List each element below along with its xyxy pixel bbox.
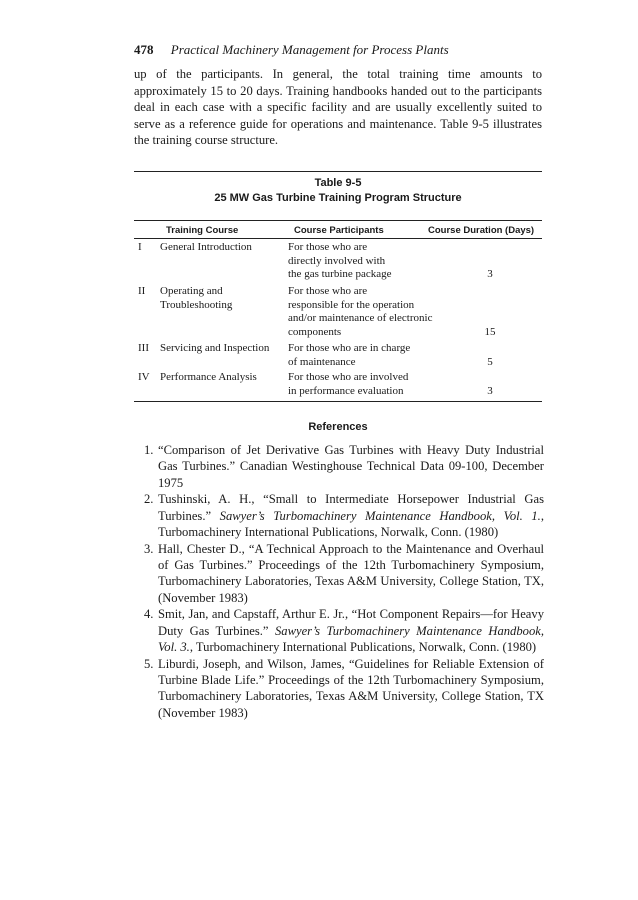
reference-item: [132, 656, 544, 721]
participants-line: components: [288, 325, 342, 338]
participants-line: in performance evaluation: [288, 384, 404, 397]
reference-item: [132, 491, 544, 540]
reference-number: 5.: [144, 656, 154, 671]
reference-item: [132, 442, 544, 491]
reference-number: 4.: [144, 607, 154, 622]
running-header: [134, 42, 449, 58]
row-course: General Introduction: [160, 241, 252, 253]
row-participants: [288, 371, 453, 398]
reference-text: Tushinski, A. H., “Small to Intermediate Horsepower Industrial Gas Turbines.”: [158, 492, 544, 523]
row-duration: 5: [487, 355, 493, 368]
reference-number: 3.: [144, 541, 154, 556]
participants-line: the gas turbine package: [288, 268, 392, 280]
table-title: 25 MW Gas Turbine Training Program Structure: [214, 192, 462, 204]
row-participants: [288, 241, 453, 282]
participants-line: For those who are in charge: [288, 342, 411, 354]
row-course: Servicing and Inspection: [160, 342, 270, 354]
participants-line: and/or maintenance of electronic: [288, 312, 433, 324]
row-course: Operating and Troubleshooting: [160, 285, 233, 311]
reference-text: , Turbomachinery International Publications, Norwalk, Conn. (1980): [158, 508, 544, 539]
table-bottom-rule: [134, 401, 542, 402]
row-number: III: [138, 342, 149, 354]
participants-line: directly involved with: [288, 254, 386, 267]
reference-text: , Turbomachinery International Publications, Norwalk, Conn. (1980): [189, 640, 537, 655]
participants-line: For those who are involved: [288, 371, 409, 383]
row-duration: 15: [484, 325, 496, 338]
reference-text: Liburdi, Joseph, and Wilson, James, “Guidelines for Reliable Extension of Turbine Blade Life.” Proceedings of the 12th Turbomachinery Symposium, Turbomachinery Laboratories, Texas A&M University, College Station, TX (November 1983): [158, 656, 544, 720]
reference-item: [132, 541, 544, 606]
table-header-bottom-rule: [134, 238, 542, 239]
row-course: Performance Analysis: [160, 371, 257, 383]
row-duration: 3: [487, 268, 493, 280]
participants-line: responsible for the operation: [288, 298, 415, 311]
reference-source-italic: Sawyer’s Turbomachinery Maintenance Handbook, Vol. 3.: [158, 623, 544, 655]
reference-text: “Comparison of Jet Derivative Gas Turbines with Heavy Duty Industrial Gas Turbines.” Canadian Westinghouse Technical Data 09-100, December 1975: [158, 443, 544, 490]
column-header-course-participants: Course Participants: [294, 225, 384, 236]
table-header-top-rule: [134, 220, 542, 221]
reference-number: 2.: [144, 492, 154, 507]
column-header-course-duration: Course Duration (Days): [428, 225, 535, 236]
reference-item: [132, 606, 544, 655]
row-participants: [288, 342, 453, 369]
references-list: [132, 442, 544, 722]
book-title: Practical Machinery Management for Process Plants: [170, 42, 449, 57]
row-duration: 3: [487, 384, 493, 397]
table-top-rule: [134, 171, 542, 172]
table-caption: [134, 176, 542, 206]
references-heading: References: [308, 421, 368, 433]
column-header-training-course: Training Course: [166, 225, 239, 236]
row-number: I: [138, 241, 142, 253]
reference-number: 1.: [144, 443, 154, 457]
intro-paragraph: up of the participants. In general, the total training time amounts to approximately 15 to 20 days. Training handbooks handed out to the participants deal in each case with a specific facility and are usually excellently suited to serve as a reference guide for operations and maintenance. Table 9-5 illustrates the training course structure.: [134, 67, 542, 147]
participants-line: For those who are: [288, 241, 368, 253]
reference-source-italic: Sawyer’s Turbomachinery Maintenance Handbook, Vol. 1.: [219, 508, 541, 523]
row-participants: [288, 285, 453, 339]
reference-text: Smit, Jan, and Capstaff, Arthur E. Jr., “Hot Component Repairs—for Heavy Duty Gas Turbines.”: [158, 607, 544, 638]
reference-text: Hall, Chester D., “A Technical Approach to the Maintenance and Overhaul of Gas Turbines.” Proceedings of the 12th Turbomachinery Symposium, Turbomachinery Laboratories, Texas A&M University, College Station, TX, (November 1983): [158, 541, 544, 605]
page-number: 478: [134, 42, 154, 57]
participants-line: For those who are: [288, 285, 368, 297]
participants-line: of maintenance: [288, 355, 356, 368]
row-number: II: [138, 285, 146, 297]
table-label: Table 9-5: [314, 177, 362, 189]
row-number: IV: [138, 371, 150, 383]
